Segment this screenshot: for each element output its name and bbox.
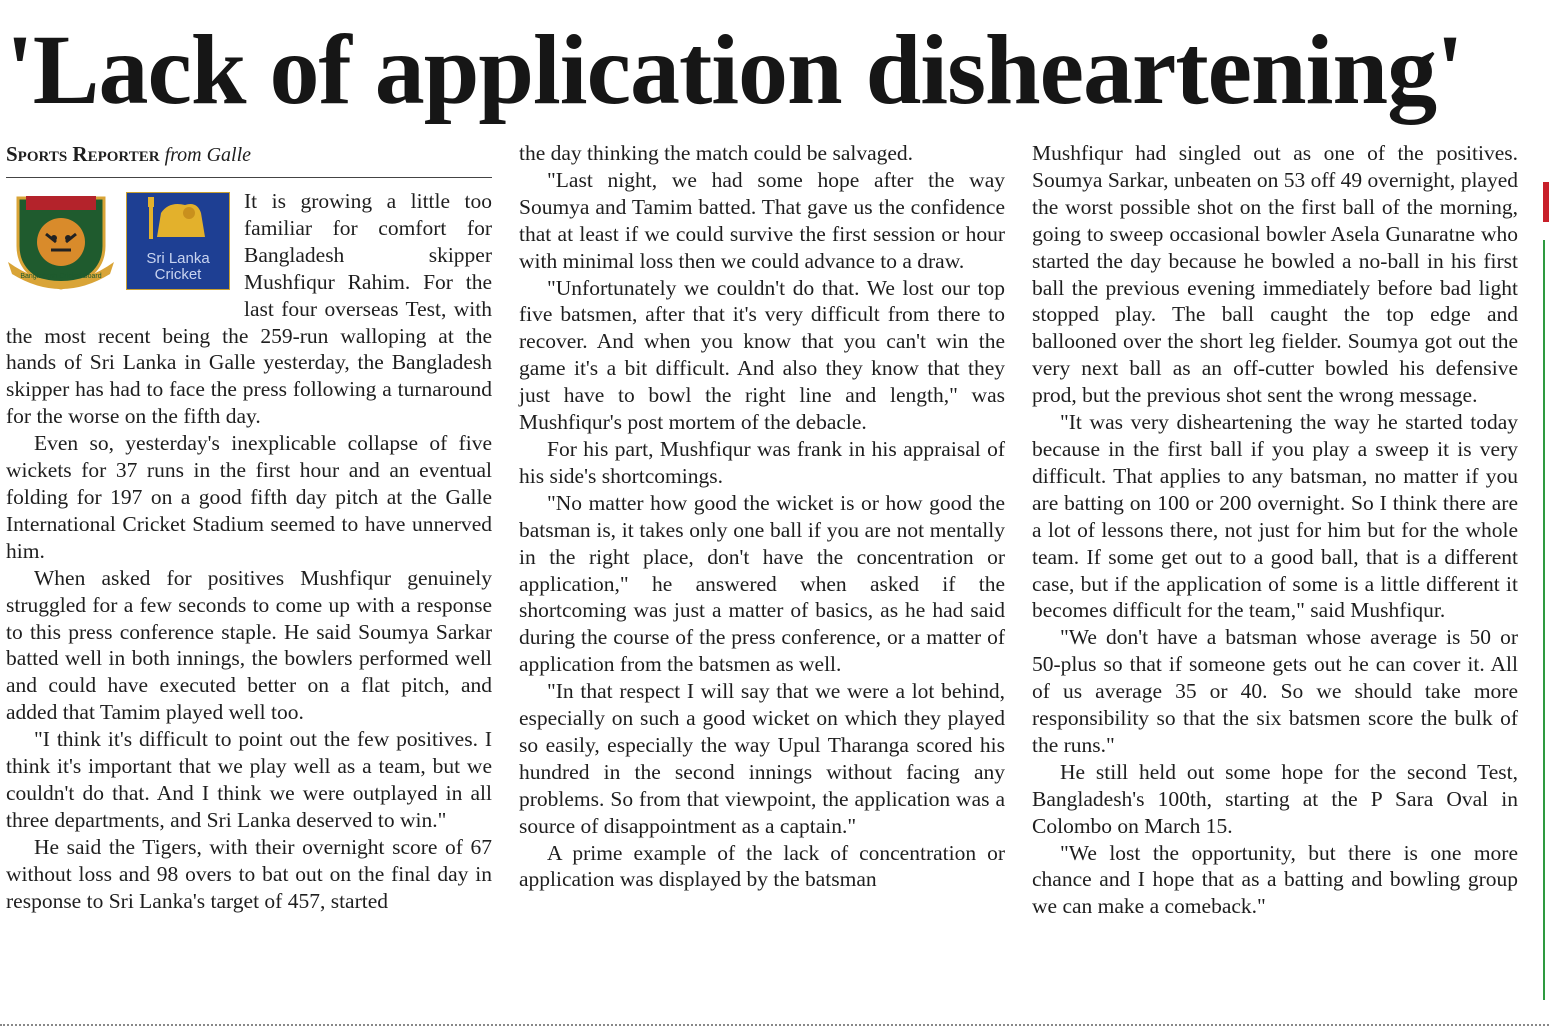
paragraph: "No matter how good the wicket is or how good the batsman is, it takes only one ball if you are not mentally in the right place, don't have the concentration or application," he answered when asked if the shortcoming was just a matter of basics, as he had said during the course of the press conference, or a matter of application from the batsmen as well.: [519, 490, 1005, 677]
bangladesh-cricket-board-logo: [6, 192, 116, 292]
paragraph: It is growing a little too familiar for comfort for Bangladesh skipper Mushfiqur Rahim. For the last four overseas Test, with the most recent being the 259-run walloping at the hands of Sri Lanka in Galle yesterday, the Bangladesh skipper has had to face the press following a turnaround for the worse on the fifth day.: [6, 189, 492, 429]
paragraph: A prime example of the lack of concentration or application was displayed by the batsman: [519, 840, 1005, 892]
byline-location: from Galle: [164, 144, 252, 166]
article-column-3: [1032, 140, 1518, 920]
logo-text-line2: Cricket: [154, 266, 202, 283]
paragraph: "It was very disheartening the way he started today because in the first ball if you play a sweep it is very difficult. That applies to any batsman, no matter if you are batting on 100 or 200 overnight. So I think there are a lot of lessons there, not just for him but for the whole team. If some get out to a good ball, that is a different case, but if the application of some is a little different it becomes difficult for the team," said Mushfiqur.: [1032, 410, 1518, 623]
paragraph: Even so, yesterday's inexplicable collapse of five wickets for 37 runs in the first hour and an eventual folding for 197 on a good fifth day pitch at the Galle International Cricket Stadium seemed to have unnerved him.: [6, 431, 492, 563]
team-logos: [6, 192, 238, 292]
byline: [6, 140, 492, 178]
paragraph: "In that respect I will say that we were a lot behind, especially on such a good wicket on which they played so easily, especially the way Upul Tharanga scored his hundred in the second innings without facing any problems. So from that viewpoint, the application was a source of disappointment as a captain.": [519, 679, 1005, 838]
logo-text-line1: Sri Lanka: [146, 250, 210, 267]
article-column-2: [519, 140, 1005, 893]
page-edge-green-mark: [1543, 240, 1549, 1000]
paragraph: He still held out some hope for the second Test, Bangladesh's 100th, starting at the P Sara Oval in Colombo on March 15.: [1032, 759, 1518, 838]
paragraph: For his part, Mushfiqur was frank in his appraisal of his side's shortcomings.: [519, 436, 1005, 488]
headline: 'Lack of application disheartening': [6, 14, 1463, 125]
bottom-dotted-rule: [0, 1024, 1549, 1026]
article-column-1: [6, 140, 492, 914]
paragraph: the day thinking the match could be salvaged.: [519, 141, 914, 165]
paragraph: He said the Tigers, with their overnight score of 67 without loss and 98 overs to bat out on the final day in response to Sri Lanka's target of 457, started: [6, 834, 492, 913]
paragraph: "We lost the opportunity, but there is one more chance and I hope that as a batting and bowling group we can make a comeback.": [1032, 840, 1518, 919]
lion-emblem-icon: [127, 193, 229, 249]
svg-text:Bangladesh Cricket Board: Bangladesh Cricket Board: [20, 273, 102, 280]
page-edge-red-mark: [1543, 182, 1549, 222]
paragraph: "I think it's difficult to point out the few positives. I think it's important that we play well as a team, but we couldn't do that. And I think we were outplayed in all three departments, and Sri Lanka deserved to win.": [6, 727, 492, 832]
paragraph: "We don't have a batsman whose average is 50 or 50-plus so that if someone gets out he can cover it. All of us average 35 or 40. So we should take more responsibility so that the six batsmen score the bulk of the runs.": [1032, 625, 1518, 757]
sri-lanka-cricket-logo: [126, 192, 230, 290]
byline-reporter: Sports Reporter: [6, 142, 160, 166]
paragraph: Mushfiqur had singled out as one of the positives. Soumya Sarkar, unbeaten on 53 off 49 overnight, played the worst possible shot on the first ball of the morning, going to sweep occasional bowler Asela Gunaratne who started the day because he bowled a no-ball in his first ball the previous evening immediately before bad light stopped play. The ball caught the top edge and ballooned over the short leg fielder. Soumya got out the very next ball as an off-cutter bowled his defensive prod, but the previous shot sent the wrong message.: [1032, 141, 1518, 408]
paragraph: "Last night, we had some hope after the way Soumya and Tamim batted. That gave us the confidence that at least if we could survive the first session or hour with minimal loss then we could advance to a draw.: [519, 167, 1005, 273]
paragraph: "Unfortunately we couldn't do that. We lost our top five batsmen, after that it's very difficult from there to recover. And when you know that you can't win the game it's a bit difficult. And also they know that they just have to bowl the right line and length," was Mushfiqur's post mortem of the debacle.: [519, 275, 1005, 435]
paragraph: When asked for positives Mushfiqur genuinely struggled for a few seconds to come up with a response to this press conference staple. He said Soumya Sarkar batted well in both innings, the bowlers performed well and could have executed better on a flat pitch, and added that Tamim played well too.: [6, 565, 492, 725]
